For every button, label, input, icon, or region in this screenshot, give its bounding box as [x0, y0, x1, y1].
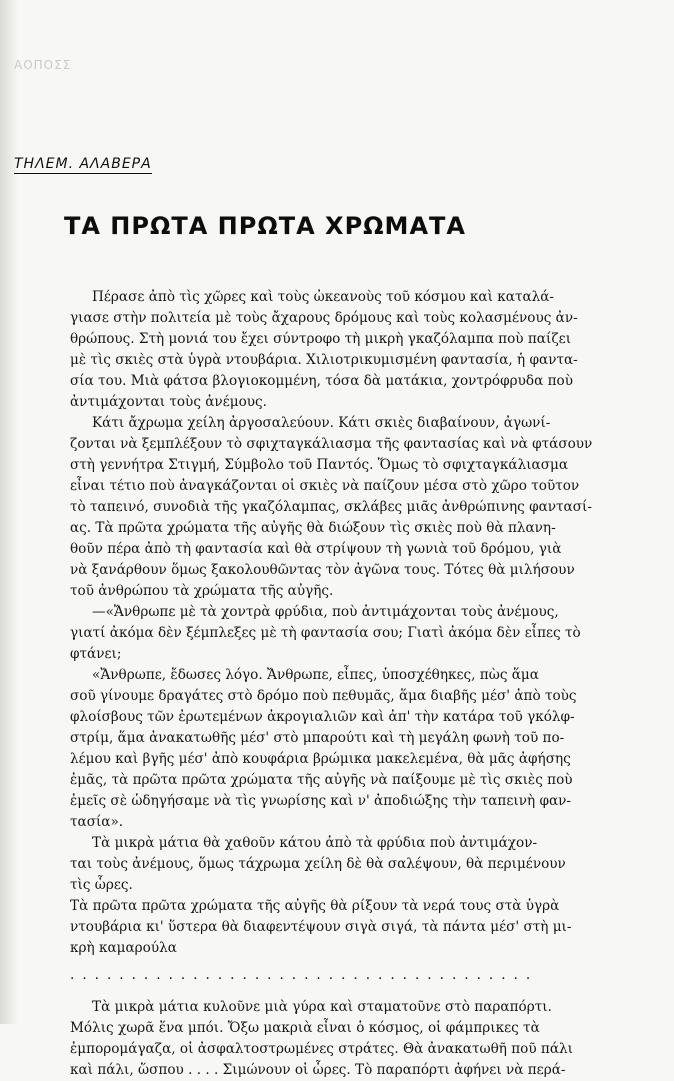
text-line: ἐμπορομάγαζα, οἱ ἀσφαλτοστρωμένες στράτες. Θὰ ἀνακατωθῆ ποῦ πάλι [70, 1041, 573, 1057]
paragraph [70, 665, 590, 833]
text-line: λέμου καὶ βγῆς μέσ' ἀπὸ κουφάρια βρώμικα μακελεμένα, θὰ μᾶς ἀφήσης [70, 751, 571, 767]
text-line: φτάνει; [70, 646, 122, 662]
page-edge-shadow [0, 0, 18, 1024]
text-line: ας. Τὰ πρῶτα χρώματα τῆς αὐγῆς θὰ διώξουν τὶς σκιὲς ποὺ θὰ πλανη- [70, 520, 556, 536]
text-line: γιασε στὴν πολιτεία μὲ τοὺς ἄχαρους δρόμους καὶ τοὺς κολασμένους ἀν- [70, 310, 578, 326]
text-line: στρίμ, ἅμα ἀνακατωθῆς μέσ' στὸ μπαρούτι καὶ τὴ μεγάλη φωνὴ τοῦ πο- [70, 730, 565, 746]
paragraph [70, 413, 593, 602]
text-line: Κάτι ἄχρωμα χείλη ἀργοσαλεύουν. Κάτι σκιὲς διαβαίνουν, ἀγωνί- [92, 415, 551, 431]
text-line: Τὰ πρῶτα πρῶτα χρώματα τῆς αὐγῆς θὰ ρίξουν τὰ νερά τους στὰ ὑγρὰ [70, 898, 560, 914]
text-line: ζονται νὰ ξεμπλέξουν τὸ σφιχταγκάλιασμα τῆς φαντασίας καὶ νὰ φτάσουν [70, 436, 593, 452]
text-line: σία του. Μιὰ φάτσα βλογιοκομμένη, τόσα δὰ ματάκια, χοντρόφρυδα ποὺ [70, 373, 573, 389]
text-line: νὰ ξανάρθουν ὅμως ξακολουθῶντας τὸν ἀγῶνα τους. Τότες θὰ μιλήσουν [70, 562, 575, 578]
text-line: Τὰ μικρὰ μάτια θὰ χαθοῦν κάτου ἀπὸ τὰ φρύδια ποὺ ἀντιμάχον- [92, 835, 538, 851]
text-line: καὶ πάλι, ὥσπου . . . . Σιμώνουν οἱ ὧρες. Τὸ παραπόρτι ἀφήνει νὰ περά- [70, 1062, 566, 1078]
text-line: Τὰ μικρὰ μάτια κυλοῦνε μιὰ γύρα καὶ σταματοῦνε στὸ παραπόρτι. [92, 999, 552, 1015]
text-line: μὲ τὶς σκιὲς στὰ ὑγρὰ ντουβάρια. Χιλιοτρικυμισμένη φαντασία, ἡ φαντα- [70, 352, 578, 368]
text-line: τοῦ ἀνθρώπου τὰ χρώματα τῆς αὐγῆς. [70, 583, 334, 599]
text-line: Πέρασε ἀπὸ τὶς χῶρες καὶ τοὺς ὠκεανοὺς τοῦ κόσμου καὶ καταλά- [92, 289, 555, 305]
text-line: τασία». [70, 814, 124, 830]
paragraph [70, 833, 590, 896]
paragraph-closing [70, 997, 590, 1081]
text-line: ται τοὺς ἀνέμους, ὅμως τάχρωμα χείλη δὲ θὰ σαλέψουν, θὰ περιμένουν [70, 856, 566, 872]
article-body [70, 287, 593, 1081]
paragraph [70, 896, 590, 959]
text-line: ντουβάρια κι' ὕστερα θὰ διαφεντέψουν σιγὰ σιγά, τὰ πάντα μέσ' στὴ μι- [70, 919, 572, 935]
paragraph [70, 287, 590, 413]
text-line: θρώπους. Στὴ μονιά του ἔχει σύντροφο τὴ μικρὴ γκαζόλαμπα ποὺ παίζει [70, 331, 572, 347]
section-separator: ...................................... [70, 967, 539, 983]
text-line: ἐμεῖς σὲ ὡδηγήσαμε νὰ τὶς γνωρίσης καὶ ν' ἀποδιώξης τὴν ταπεινὴ φαν- [70, 793, 572, 809]
text-line: γιατί ἀκόμα δὲν ξέμπλεξες μὲ τὴ φαντασία σου; Γιατὶ ἀκόμα δὲν εἶπες τὸ [70, 625, 581, 641]
text-line: στὴ γεννήτρα Στιγμή, Σύμβολο τοῦ Παντός. Ὅμως τὸ σφιχταγκάλιασμα [70, 457, 569, 473]
text-line: κρὴ καμαρούλα [70, 940, 177, 956]
text-line: Μόλις χωρᾶ ἕνα μπόι. Ὄξω μακριὰ εἶναι ὁ κόσμος, οἱ φάμπρικες τὰ [70, 1020, 540, 1036]
author-name: ΤΗΛΕΜ. ΑΛΑΒΕΡΑ [14, 156, 152, 172]
text-line: τὸ ταπεινό, συνοδιὰ τῆς γκαζόλαμπας, σκλάβες μιᾶς ἀνθρώπινης φαντασί- [70, 499, 592, 515]
text-line: «Ἄνθρωπε, ἔδωσες λόγο. Ἄνθρωπε, εἶπες, ὑποσχέθηκες, πὼς ἅμα [92, 667, 539, 683]
text-line: ἐμᾶς, τὰ πρῶτα πρῶτα χρώματα τῆς αὐγῆς νὰ παίξουμε μὲ τὶς σκιὲς ποὺ [70, 772, 573, 788]
text-line: τὶς ὧρες. [70, 877, 133, 893]
article-title: ΤΑ ΠΡΩΤΑ ΠΡΩΤΑ ΧΡΩΜΑΤΑ [64, 212, 466, 240]
text-line: σοῦ γίνουμε δραγάτες στὸ δρόμο ποὺ πεθυμᾶς, ἅμα διαβῆς μέσ' ἀπὸ τοὺς [70, 688, 577, 704]
paragraph [70, 602, 590, 665]
text-line: εἶναι τέτιο ποὺ ἀναγκάζονται οἱ σκιὲς νὰ παίζουν μέσα στὸ χῶρο τοῦτον [70, 478, 580, 494]
text-line: —«Ἄνθρωπε μὲ τὰ χοντρὰ φρύδια, ποὺ ἀντιμάχονται τοὺς ἀνέμους, [92, 604, 559, 620]
text-line: ἀντιμάχονται τοὺς ἀνέμους. [70, 394, 267, 410]
text-line: θοῦν πέρα ἀπὸ τὴ φαντασία καὶ θὰ στρίψουν τὴ γωνιὰ τοῦ δρόμου, γιὰ [70, 541, 562, 557]
page-mark: ΑΟΠΟΣΣ [14, 58, 72, 72]
text-line: φλοίσβους τῶν ἐρωτεμένων ἀκρογιαλιῶν καὶ ἀπ' τὴν κατάρα τοῦ γκόλφ- [70, 709, 575, 725]
